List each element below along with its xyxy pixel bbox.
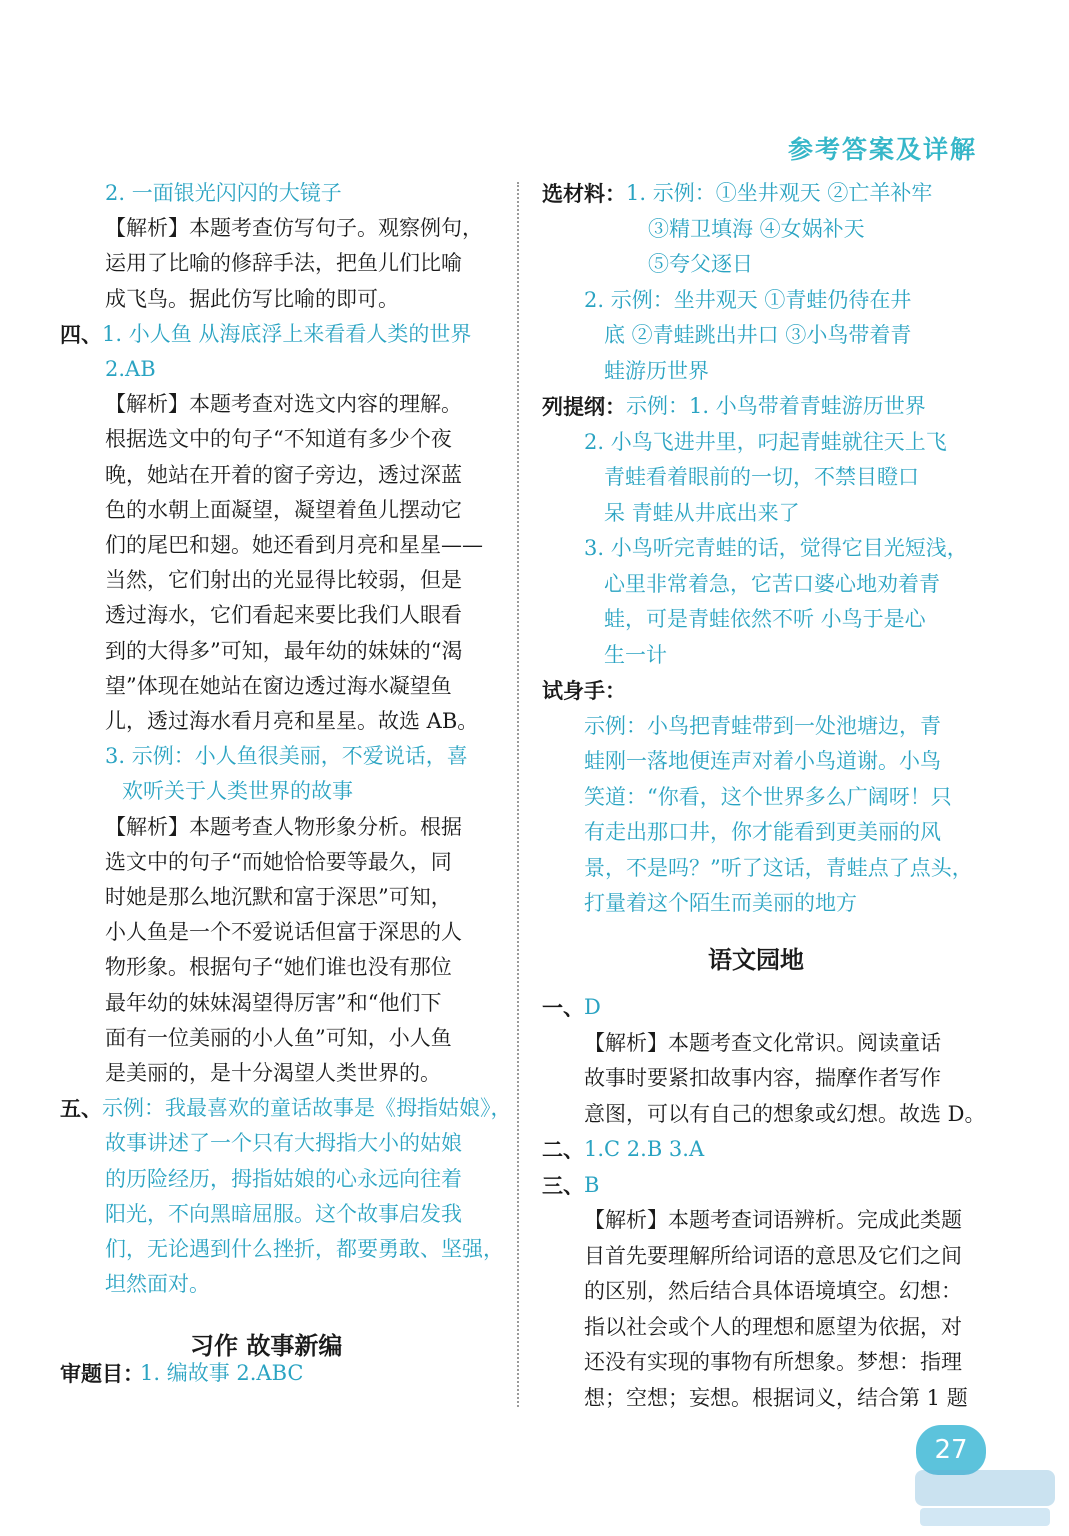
line-text: 心里非常着急，它苦口婆心地劝着青 <box>604 571 940 596</box>
line-text: 色的水朝上面凝望，凝望着鱼儿摆动它 <box>105 497 462 522</box>
column-divider <box>517 182 519 1407</box>
line-text: 【解析】本题考查文化常识。阅读童话 <box>584 1030 941 1055</box>
line-text: 晚，她站在开着的窗子旁边，透过深蓝 <box>105 462 462 487</box>
line-text: 面有一位美丽的小人鱼”可知，小人鱼 <box>105 1025 452 1050</box>
line-text: 们的尾巴和翅。她还看到月亮和星星—— <box>105 533 483 557</box>
line-text: 1. 小人鱼 从海底浮上来看看人类的世界 <box>102 321 472 346</box>
section-title-xizuo: 习作 故事新编 <box>190 1332 343 1360</box>
line-text: 最年幼的妹妹渴望得厉害”和“他们下 <box>105 990 442 1015</box>
line-text: 2. 一面银光闪闪的大镜子 <box>105 181 342 205</box>
line-text: 景，不是吗？”听了这话，青蛙点了点头， <box>584 855 973 880</box>
line-text: 的区别，然后结合具体语境填空。幻想： <box>584 1279 962 1303</box>
line-text: 到的大得多”可知，最年幼的妹妹的“渴 <box>105 638 463 663</box>
line-text: 当然，它们射出的光显得比较弱，但是 <box>105 568 462 593</box>
shentimu-label: 审题目： <box>60 1361 144 1386</box>
line-text: 望”体现在她站在窗边透过海水凝望鱼 <box>105 673 452 698</box>
line-text: 还没有实现的事物有所想象。梦想：指理 <box>584 1350 962 1374</box>
line-text: 透过海水，它们看起来要比我们人眼看 <box>105 603 462 628</box>
line-text: 【解析】本题考查人物形象分析。根据 <box>105 814 462 839</box>
line-text: 示例：1. 小鸟带着青蛙游历世界 <box>626 394 926 418</box>
line-text: 3. 示例：小人鱼很美丽，不爱说话，喜 <box>105 744 468 769</box>
line-text: 想；空想；妄想。根据词义，结合第 1 题 <box>584 1385 968 1410</box>
page-number: 27 <box>934 1435 968 1465</box>
line-text: 笑道：“你看，这个世界多么广阔呀！只 <box>584 784 952 809</box>
line-text: 打量着这个陌生而美丽的地方 <box>584 891 857 915</box>
line-text: ⑤夸父逐日 <box>648 252 753 276</box>
line-text: 蛙游历世界 <box>604 358 709 383</box>
line-text: 【解析】本题考查词语辨析。完成此类题 <box>584 1208 962 1232</box>
line-text: 意图，可以有自己的想象或幻想。故选 D。 <box>584 1101 986 1126</box>
line-text: 是美丽的，是十分渴望人类世界的。 <box>105 1061 441 1085</box>
line-prefix: 四、 <box>60 321 102 347</box>
line-text: 坦然面对。 <box>105 1272 210 1297</box>
line-text: 有走出那口井，你才能看到更美丽的风 <box>584 820 941 844</box>
line-text: 的历险经历，拇指姑娘的心永远向往着 <box>105 1166 462 1191</box>
line-prefix: 五、 <box>60 1096 102 1122</box>
line-text: 1.C 2.B 3.A <box>584 1137 705 1161</box>
line-text: 2.AB <box>105 357 156 381</box>
line-text: 目首先要理解所给词语的意思及它们之间 <box>584 1243 962 1268</box>
line-text: 蛙，可是青蛙依然不听 小鸟于是心 <box>604 607 926 631</box>
line-prefix: 一、 <box>542 995 584 1020</box>
line-text: 底 ②青蛙跳出井口 ③小鸟带着青 <box>604 323 912 347</box>
line-text: 呆 青蛙从井底出来了 <box>604 500 800 525</box>
line-text: 成飞鸟。据此仿写比喻的即可。 <box>105 286 399 311</box>
page-header-title: 参考答案及详解 <box>787 135 977 164</box>
line-text: B <box>584 1172 600 1197</box>
line-text: 时她是那么地沉默和富于深思”可知， <box>105 885 452 909</box>
line-text: ③精卫填海 ④女娲补天 <box>648 216 865 241</box>
line-text: 【解析】本题考查对选文内容的理解。 <box>105 392 462 417</box>
line-text: 阳光，不向黑暗屈服。这个故事启发我 <box>105 1201 462 1226</box>
watermark-logo-icon <box>910 1460 1060 1530</box>
line-text: 儿，透过海水看月亮和星星。故选 AB。 <box>105 709 479 733</box>
line-text: 示例：小鸟把青蛙带到一处池塘边，青 <box>584 713 941 738</box>
line-prefix: 二、 <box>542 1137 584 1162</box>
line-text: 3. 小鸟听完青蛙的话，觉得它目光短浅， <box>584 536 968 560</box>
line-label: 列提纲： <box>542 394 626 419</box>
line-text: 们，无论遇到什么挫折，都要勇敢、坚强， <box>105 1237 504 1261</box>
line-text: 欢听关于人类世界的故事 <box>122 779 353 804</box>
line-text: 2. 示例：坐井观天 ①青蛙仍待在井 <box>584 287 912 312</box>
line-text: 故事讲述了一个只有大拇指大小的姑娘 <box>105 1131 462 1156</box>
section-title-yuwen-yuandi: 语文园地 <box>708 946 804 974</box>
line-text: 1. 示例：①坐井观天 ②亡羊补牢 <box>626 181 933 205</box>
line-label: 试身手： <box>542 678 626 703</box>
line-text: 物形象。根据句子“她们谁也没有那位 <box>105 955 452 980</box>
line-text: D <box>584 995 601 1019</box>
line-text: 根据选文中的句子“不知道有多少个夜 <box>105 427 452 452</box>
line-prefix: 三、 <box>542 1172 584 1198</box>
line-text: 2. 小鸟飞进井里，叼起青蛙就往天上飞 <box>584 429 947 454</box>
line-text: 指以社会或个人的理想和愿望为依据，对 <box>584 1314 962 1339</box>
line-text: 蛙刚一落地便连声对着小鸟道谢。小鸟 <box>584 749 941 773</box>
line-text: 生一计 <box>604 642 667 667</box>
line-text: 运用了比喻的修辞手法，把鱼儿们比喻 <box>105 251 462 276</box>
line-label: 选材料： <box>542 181 626 206</box>
line-text: 【解析】本题考查仿写句子。观察例句， <box>105 216 483 241</box>
line-text: 示例：我最喜欢的童话故事是《拇指姑娘》， <box>102 1096 512 1121</box>
line-text: 故事时要紧扣故事内容，揣摩作者写作 <box>584 1066 941 1090</box>
line-text: 小人鱼是一个不爱说话但富于深思的人 <box>105 920 462 945</box>
line-text: 选文中的句子“而她恰恰要等最久，同 <box>105 849 452 874</box>
shentimu-answer: 1. 编故事 2.ABC <box>140 1361 304 1385</box>
line-text: 青蛙看着眼前的一切，不禁目瞪口 <box>604 465 919 489</box>
